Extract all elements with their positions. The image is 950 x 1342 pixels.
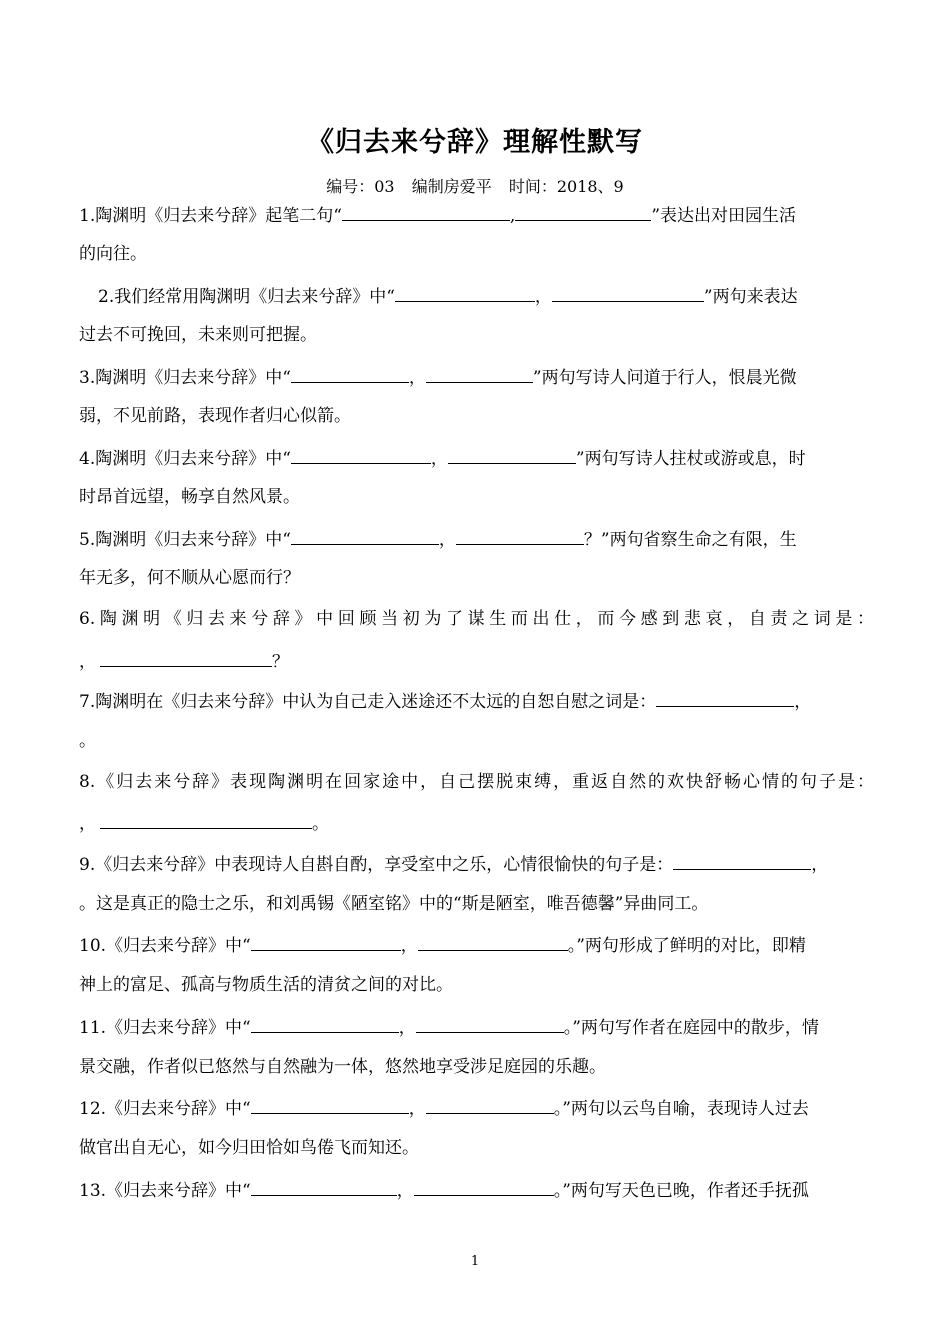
answer-blank[interactable] — [251, 933, 401, 951]
answer-blank[interactable] — [426, 1096, 554, 1114]
answer-blank[interactable] — [673, 852, 811, 870]
answer-blank[interactable] — [448, 446, 576, 464]
answer-blank[interactable] — [251, 1015, 399, 1033]
question-11-line-2: 景交融，作者似已悠然与自然融为一体，悠然地享受涉足庭园的乐趣。 — [79, 1057, 606, 1077]
doc-number: 编号：03 — [326, 177, 395, 196]
question-3-line-2: 弱，不见前路，表现作者归心似箭。 — [79, 406, 351, 426]
question-9-line-2: 。这是真正的隐士之乐，和刘禹锡《陋室铭》中的“斯是陋室，唯吾德馨”异曲同工。 — [79, 894, 709, 914]
answer-blank[interactable] — [291, 446, 431, 464]
question-7-line-2: 。 — [79, 731, 96, 751]
question-3-line-1: 3.陶渊明《归去来兮辞》中“ ， ”两句写诗人问道于行人，恨晨光微 — [79, 365, 874, 389]
question-8-line-2: ， 。 — [79, 811, 874, 835]
answer-blank[interactable] — [418, 933, 568, 951]
doc-time: 时间：2018、9 — [508, 177, 624, 196]
question-1-line-1: 1.陶渊明《归去来兮辞》起笔二句“ , ”表达出对田园生活 — [79, 203, 874, 227]
page-title: 《归去来兮辞》理解性默写 — [307, 127, 643, 158]
question-8-line-1: 8.《归去来兮辞》表现陶渊明在回家途中，自己摆脱束缚，重返自然的欢快舒畅心情的句子是： — [79, 772, 874, 792]
answer-blank[interactable] — [426, 365, 533, 383]
question-12-line-1: 12.《归去来兮辞》中“ ， 。”两句以云鸟自喻，表现诗人过去 — [79, 1096, 874, 1120]
answer-blank[interactable] — [291, 527, 439, 545]
question-6-line-1: 6.陶渊明《归去来兮辞》中回顾当初为了谋生而出仕，而今感到悲哀，自责之词是： — [79, 609, 874, 629]
question-4-line-2: 时昂首远望，畅享自然风景。 — [79, 487, 300, 507]
question-5-line-1: 5.陶渊明《归去来兮辞》中“ ， ？”两句省察生命之有限，生 — [79, 527, 874, 551]
question-7-line-1: 7.陶渊明在《归去来兮辞》中认为自己走入迷途还不太远的自恕自慰之词是： ， — [79, 689, 874, 713]
answer-blank[interactable] — [395, 284, 535, 302]
answer-blank[interactable] — [552, 284, 704, 302]
page-number: 1 — [470, 1254, 480, 1269]
question-2-line-2: 过去不可挽回，未来则可把握。 — [79, 325, 317, 345]
question-1-line-2: 的向往。 — [79, 244, 147, 264]
doc-author: 编制房爱平 — [411, 177, 492, 196]
answer-blank[interactable] — [100, 811, 312, 829]
answer-blank[interactable] — [456, 527, 584, 545]
answer-blank[interactable] — [100, 649, 272, 667]
question-6-line-2: ， ？ — [79, 649, 874, 673]
question-4-line-1: 4.陶渊明《归去来兮辞》中“ ， ”两句写诗人拄杖或游或息，时 — [79, 446, 874, 470]
question-5-line-2: 年无多，何不顺从心愿而行？ — [79, 568, 300, 588]
answer-blank[interactable] — [251, 1178, 397, 1196]
answer-blank[interactable] — [416, 1015, 564, 1033]
answer-blank[interactable] — [342, 203, 510, 221]
answer-blank[interactable] — [414, 1178, 554, 1196]
answer-blank[interactable] — [251, 1096, 409, 1114]
question-11-line-1: 11.《归去来兮辞》中“ ， 。”两句写作者在庭园中的散步，情 — [79, 1015, 874, 1039]
question-12-line-2: 做官出自无心，如今归田恰如鸟倦飞而知还。 — [79, 1138, 419, 1158]
answer-blank[interactable] — [515, 203, 651, 221]
document-meta — [0, 174, 950, 197]
question-9-line-1: 9.《归去来兮辞》中表现诗人自斟自酌，享受室中之乐，心情很愉快的句子是： ， — [79, 852, 874, 876]
question-13-line-1: 13.《归去来兮辞》中“ ， 。”两句写天色已晚，作者还手抚孤 — [79, 1178, 874, 1202]
question-10-line-2: 神上的富足、孤高与物质生活的清贫之间的对比。 — [79, 975, 453, 995]
question-10-line-1: 10.《归去来兮辞》中“ ， 。”两句形成了鲜明的对比，即精 — [79, 933, 874, 957]
answer-blank[interactable] — [656, 689, 794, 707]
answer-blank[interactable] — [291, 365, 409, 383]
question-2-line-1: 2.我们经常用陶渊明《归去来兮辞》中“ ， ”两句来表达 — [98, 284, 874, 308]
